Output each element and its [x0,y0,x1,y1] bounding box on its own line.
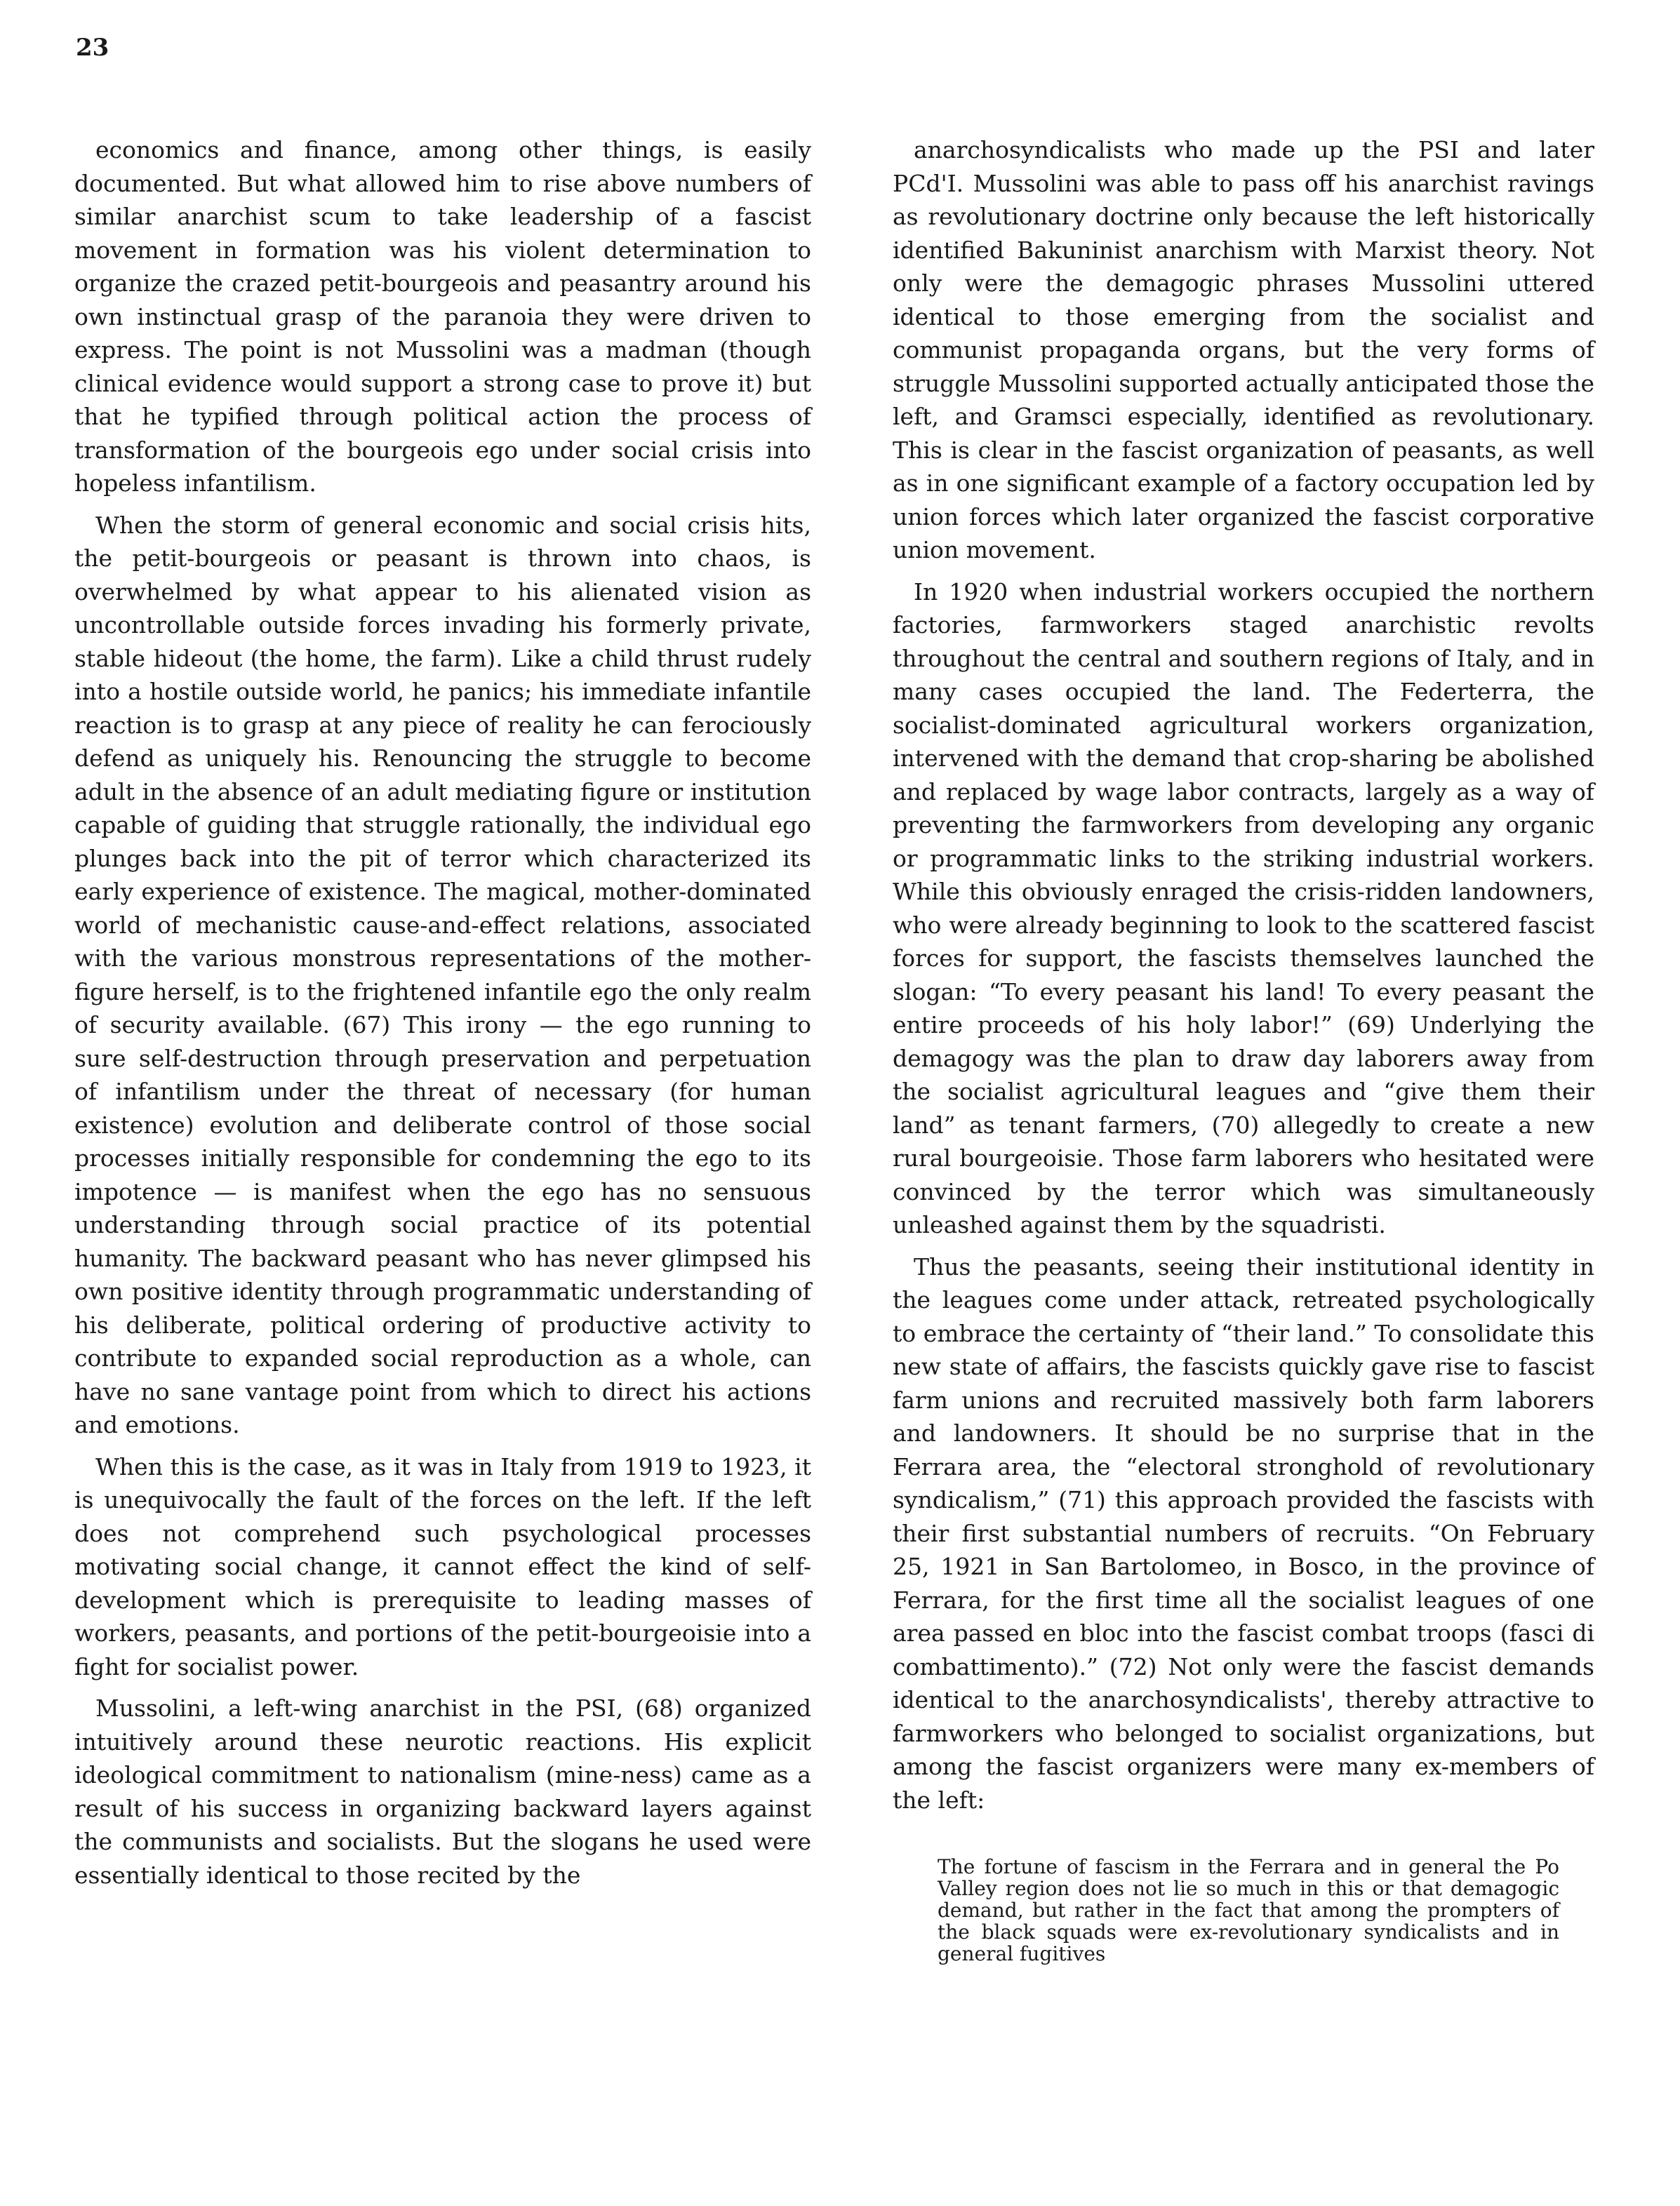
paragraph: When this is the case, as it was in Italy from 1919 to 1923, it is unequivocally the fault of the forces on the left. If the left does not comprehend such psychological processes motivating social change, it cannot effect the kind of self-development which is prerequisite to leading masses of workers, peasants, and portions of the petit-bourgeoisie into a fight for socialist power. [74,1452,811,1680]
quote-text: The fortune of fascism in the Ferrara and in general the Po Valley region does not lie so much in this or that demagogic demand, but rather in the fact that among the prompters of the black squads were ex-revolutionary syndicalists and in general fugitives [938,1855,1559,1965]
right-column [893,133,1594,1965]
paragraph: economics and finance, among other things, is easily documented. But what allowed him to rise above numbers of similar anarchist scum to take leadership of a fascist movement in formation was his violent determination to organize the crazed petit-bourgeois and peasantry around his own instinctual grasp of the paranoia they were driven to express. The point is not Mussolini was a madman (though clinical evidence would support a strong case to prove it) but that he typified through political action the process of transformation of the bourgeois ego under social crisis into hopeless infantilism. [74,136,811,497]
paragraph: When the storm of general economic and social crisis hits, the petit-bourgeois or peasant is thrown into chaos, is overwhelmed by what appear to his alienated vision as uncontrollable outside forces invading his formerly private, stable hideout (the home, the farm). Like a child thrust rudely into a hostile outside world, he panics; his immediate infantile reaction is to grasp at any piece of reality he can ferociously defend as uniquely his. Renouncing the struggle to become adult in the absence of an adult mediating figure or institution capable of guiding that struggle rationally, the individual ego plunges back into the pit of terror which characterized its early experience of existence. The magical, mother-dominated world of mechanistic cause-and-effect relations, associated with the various monstrous representations of the mother-figure herself, is to the frightened infantile ego the only realm of security available. (67) This irony — the ego running to sure self-destruction through preservation and perpetuation of infantilism under the threat of necessary (for human existence) evolution and deliberate control of those social processes initially responsible for condemning the ego to its impotence — is manifest when the ego has no sensuous understanding through social practice of its potential humanity. The backward peasant who has never glimpsed his own positive identity through programmatic understanding of his deliberate, political ordering of productive activity to contribute to expanded social reproduction as a whole, can have no sane vantage point from which to direct his actions and emotions. [74,511,811,1438]
paragraph: anarchosyndicalists who made up the PSI and later PCd'I. Mussolini was able to pass off his anarchist ravings as revolutionary doctrine only because the left historically identified Bakuninist anarchism with Marxist theory. Not only were the demagogic phrases Mussolini uttered identical to those emerging from the socialist and communist propaganda organs, but the very forms of struggle Mussolini supported actually anticipated those the left, and Gramsci especially, identified as revolutionary. This is clear in the fascist organization of peasants, as well as in one significant example of a factory occupation led by union forces which later organized the fascist corporative union movement. [893,136,1594,563]
block-quote [938,1856,1559,1965]
left-column [74,133,811,1892]
paragraph: Thus the peasants, seeing their institutional identity in the leagues come under attack, retreated psychologically to embrace the certainty of “their land.” To consolidate this new state of affairs, the fascists quickly gave rise to fascist farm unions and recruited massively both farm laborers and landowners. It should be no surprise that in the Ferrara area, the “electoral stronghold of revolutionary syndicalism,” (71) this approach provided the fascists with their first substantial numbers of recruits. “On February 25, 1921 in San Bartolomeo, in Bosco, in the province of Ferrara, for the first time all the socialist leagues of one area passed en bloc into the fascist combat troops (fasci di combattimento).” (72) Not only were the fascist demands identical to the anarchosyndicalists', thereby attractive to farmworkers who belonged to socialist organizations, but among the fascist organizers were many ex-members of the left: [893,1252,1594,1814]
paragraph: Mussolini, a left-wing anarchist in the PSI, (68) organized intuitively around these neurotic reactions. His explicit ideological commitment to nationalism (mine-ness) came as a result of his success in organizing backward layers against the communists and socialists. But the slogans he used were essentially identical to those recited by the [74,1694,811,1889]
paragraph: In 1920 when industrial workers occupied the northern factories, farmworkers staged anarchistic revolts throughout the central and southern regions of Italy, and in many cases occupied the land. The Federterra, the socialist-dominated agricultural workers organization, intervened with the demand that crop-sharing be abolished and replaced by wage labor contracts, largely as a way of preventing the farmworkers from developing any organic or programmatic links to the striking industrial workers. While this obviously enraged the crisis-ridden landowners, who were already beginning to look to the scattered fascist forces for support, the fascists themselves launched the slogan: “To every peasant his land! To every peasant the entire proceeds of his holy labor!” (69) Underlying the demagogy was the plan to draw day laborers away from the socialist agricultural leagues and “give them their land” as tenant farmers, (70) allegedly to create a new rural bourgeoisie. Those farm laborers who hesitated were convinced by the terror which was simultaneously unleashed against them by the squadristi. [893,577,1594,1238]
page-number: 23 [76,34,109,62]
